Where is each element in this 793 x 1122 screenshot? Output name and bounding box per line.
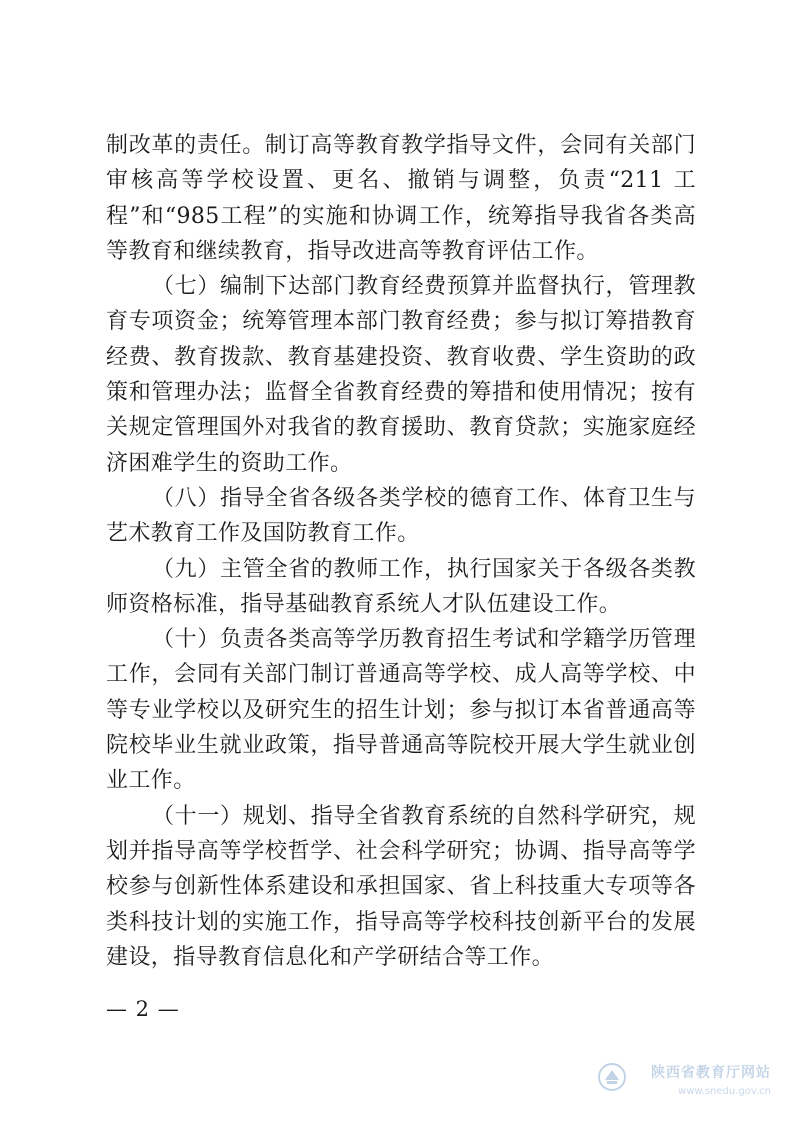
- watermark-site-url: www.snedu.gov.cn: [678, 1086, 771, 1097]
- paragraph-9: （九）主管全省的教师工作，执行国家关于各级各类教师资格标准，指导基础教育系统人才队伍建设工作。: [106, 556, 696, 617]
- paragraph-8: （八）指导全省各级各类学校的德育工作、体育卫生与艺术教育工作及国防教育工作。: [106, 485, 696, 547]
- document-body: [106, 128, 696, 975]
- page-number: — 2 —: [106, 997, 180, 1021]
- emblem-icon: [597, 1062, 627, 1092]
- paragraph-7: （七）编制下达部门教育经费预算并监督执行，管理教育专项资金；统筹管理本部门教育经费；参与拟订筹措教育经费、教育拨款、教育基建投资、教育收费、学生资助的政策和管理办法；监督全省教育经费的筹措和使用情况；按有关规定管理国外对我省的教育援助、教育贷款；实施家庭经济困难学生的资助工作。: [106, 274, 696, 476]
- paragraph-10: （十）负责各类高等学历教育招生考试和学籍学历管理工作，会同有关部门制订普通高等学校、成人高等学校、中等专业学校以及研究生的招生计划；参与拟订本省普通高等院校毕业生就业政策，指导普通高等院校开展大学生就业创业工作。: [106, 627, 696, 794]
- paragraph-1: 制改革的责任。制订高等教育教学指导文件，会同有关部门审核高等学校设置、更名、撤销与调整，负责“211 工程”和“985工程”的实施和协调工作，统筹指导我省各类高等教育和继续教育，指导改进高等教育评估工作。: [106, 133, 696, 264]
- site-watermark: [589, 1056, 779, 1114]
- watermark-site-name: 陕西省教育厅网站: [651, 1065, 771, 1081]
- paragraph-11: （十一）规划、指导全省教育系统的自然科学研究，规划并指导高等学校哲学、社会科学研究；协调、指导高等学校参与创新性体系建设和承担国家、省上科技重大专项等各类科技计划的实施工作，指导高等学校科技创新平台的发展建设，指导教育信息化和产学研结合等工作。: [106, 803, 696, 970]
